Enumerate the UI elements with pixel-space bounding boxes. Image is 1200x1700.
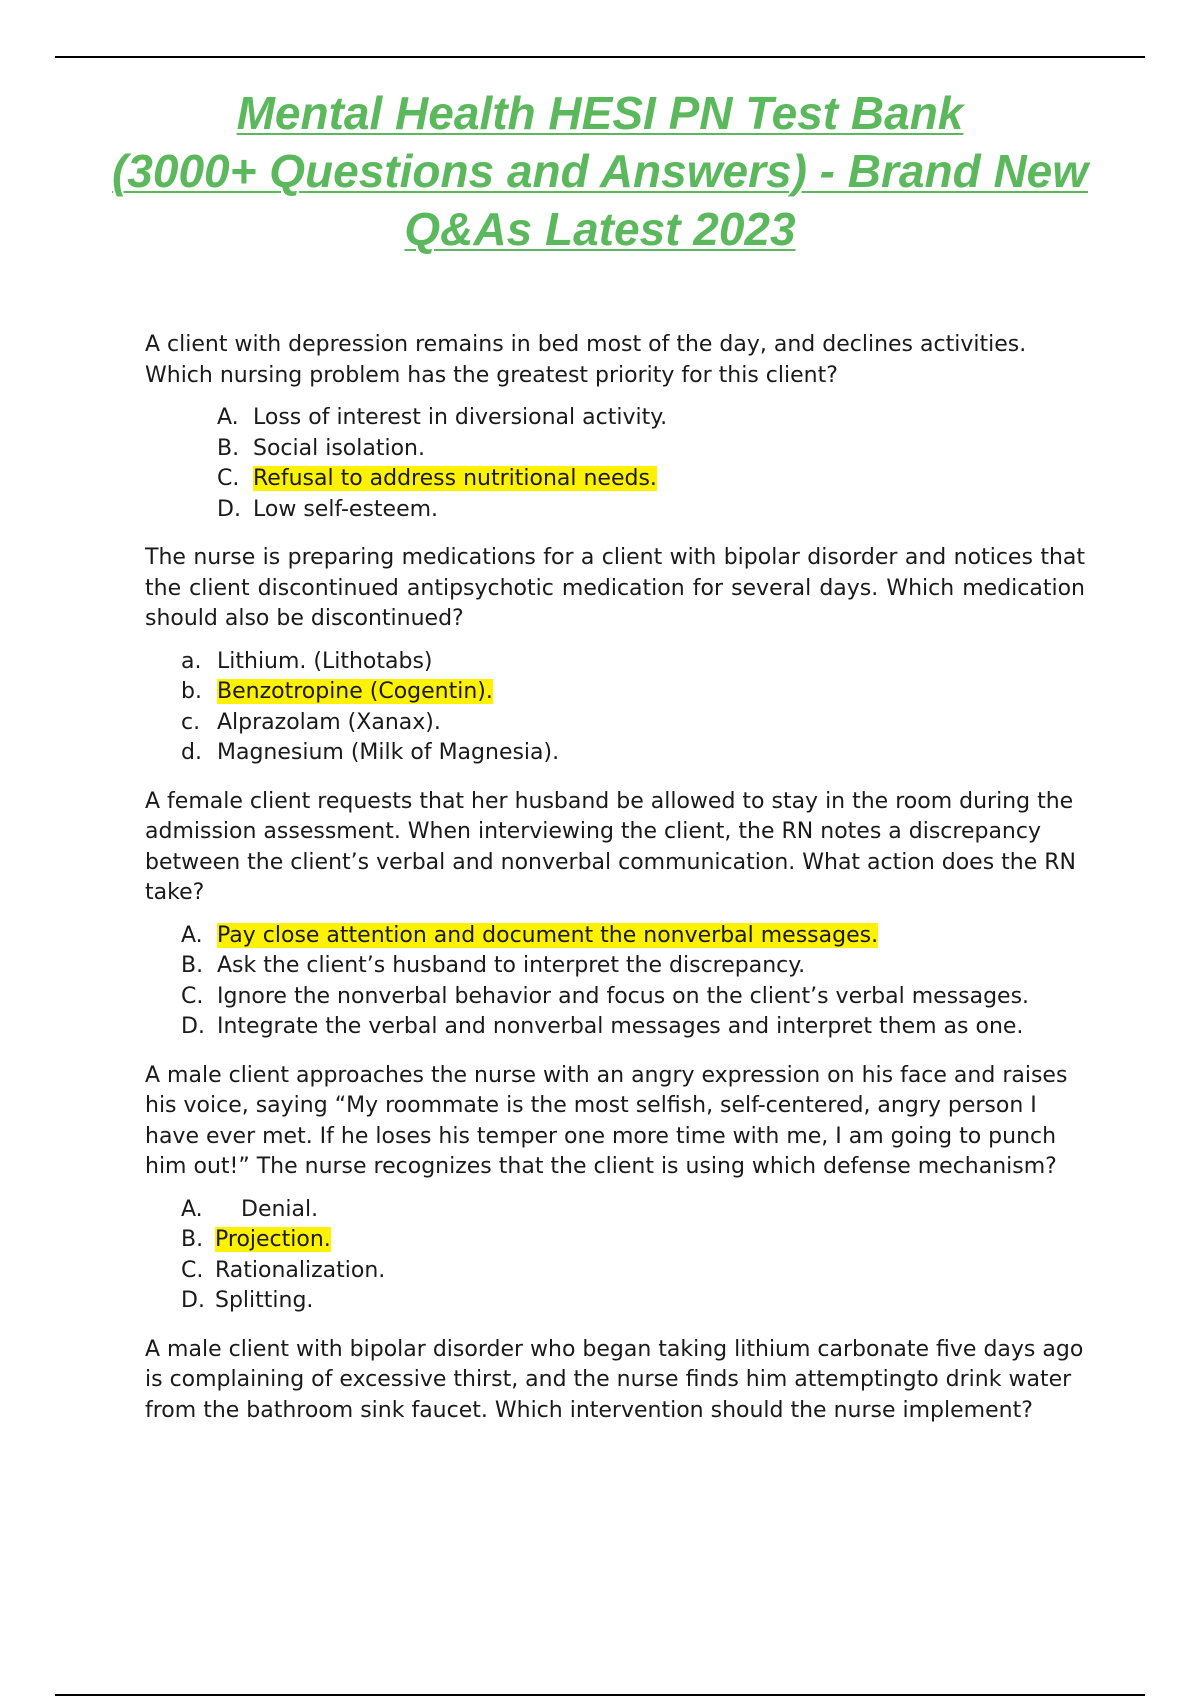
q1-option-d <box>217 495 1085 526</box>
question-2-options <box>145 647 1085 769</box>
question-5-text: A male client with bipolar disorder who began taking lithium carbonate five days ago is complaining of excessive thirst, and the nurse finds him attemptingto drink water from the bathroom sink faucet. Which intervention should the nurse implement? <box>145 1336 1084 1423</box>
option-letter: C. <box>181 1257 204 1283</box>
option-text: Loss of interest in diversional activity. <box>253 405 668 430</box>
bottom-rule <box>55 1694 1145 1696</box>
option-text: Magnesium (Milk of Magnesia). <box>217 740 560 765</box>
option-letter: d. <box>181 740 202 765</box>
question-1-options <box>145 403 1085 525</box>
question-4-options <box>145 1195 1085 1317</box>
option-text: Denial. <box>241 1196 319 1222</box>
option-text: Splitting. <box>215 1288 314 1313</box>
question-1-text: A client with depression remains in bed most of the day, and declines activities. Which nursing problem has the greatest priority for this client? <box>145 332 1027 388</box>
question-3-options <box>145 921 1085 1043</box>
question-3-text: A female client requests that her husband be allowed to stay in the room during the admission assessment. When interviewing the client, the RN notes a discrepancy between the client’s verbal and nonverbal communication. What action does the RN take? <box>145 788 1077 905</box>
option-text: Rationalization. <box>215 1257 386 1283</box>
option-letter: A. <box>181 1196 203 1222</box>
question-2-text: The nurse is preparing medications for a client with bipolar disorder and notices that the client discontinued antipsychotic medication for several days. Which medication should also be discontinued? <box>145 545 1085 631</box>
title-line-3: Q&As Latest 2023 <box>404 203 796 255</box>
option-letter: a. <box>181 648 202 674</box>
q3-option-c <box>181 982 1085 1013</box>
option-text: Low self-esteem. <box>253 496 439 522</box>
q3-option-b <box>181 951 1085 982</box>
option-text-highlighted: Benzotropine (Cogentin). <box>217 679 493 704</box>
option-text: Alprazolam (Xanax). <box>217 709 441 735</box>
top-rule <box>55 56 1145 58</box>
option-letter: C. <box>217 466 240 491</box>
q4-option-c <box>181 1256 1085 1287</box>
option-text-highlighted: Refusal to address nutritional needs. <box>253 466 657 491</box>
option-text: Social isolation. <box>253 435 425 461</box>
questions-body <box>145 330 1085 1438</box>
option-letter: B. <box>181 1227 204 1252</box>
document-title <box>40 84 1160 258</box>
option-letter: A. <box>181 922 203 948</box>
option-letter: D. <box>217 496 241 522</box>
option-letter: D. <box>181 1014 205 1039</box>
q1-option-a <box>217 403 1085 434</box>
option-text: Ask the client’s husband to interpret the discrepancy. <box>217 953 806 978</box>
q3-option-d <box>181 1012 1085 1043</box>
option-letter: b. <box>181 679 202 704</box>
title-line-1: Mental Health HESI PN Test Bank <box>236 87 964 139</box>
option-letter: D. <box>181 1288 205 1313</box>
q2-option-d <box>181 738 1085 769</box>
option-letter: C. <box>181 983 204 1009</box>
option-letter: B. <box>181 953 204 978</box>
q1-option-c <box>217 464 1085 495</box>
q4-option-d <box>181 1286 1085 1317</box>
option-letter: c. <box>181 709 201 735</box>
q4-option-b <box>181 1225 1085 1256</box>
question-4-text: A male client approaches the nurse with an angry expression on his face and raises his voice, saying “My roommate is the most selfish, self-centered, angry person I have ever met. If he loses his temper one more time with me, I am going to punch him out!” The nurse recognizes that the client is using which defense mechanism? <box>145 1062 1068 1179</box>
option-letter: B. <box>217 435 240 461</box>
q2-option-a <box>181 647 1085 678</box>
option-text: Ignore the nonverbal behavior and focus on the client’s verbal messages. <box>217 983 1030 1009</box>
option-text-highlighted: Projection. <box>215 1227 331 1252</box>
option-text: Lithium. (Lithotabs) <box>217 648 433 674</box>
q4-option-a <box>181 1195 1085 1226</box>
q3-option-a <box>181 921 1085 952</box>
option-text: Integrate the verbal and nonverbal messages and interpret them as one. <box>217 1014 1024 1039</box>
q1-option-b <box>217 434 1085 465</box>
option-text-highlighted: Pay close attention and document the nonverbal messages. <box>217 922 879 948</box>
option-letter: A. <box>217 405 239 430</box>
title-line-2: (3000+ Questions and Answers) - Brand New <box>111 145 1089 197</box>
q2-option-b <box>181 677 1085 708</box>
q2-option-c <box>181 708 1085 739</box>
